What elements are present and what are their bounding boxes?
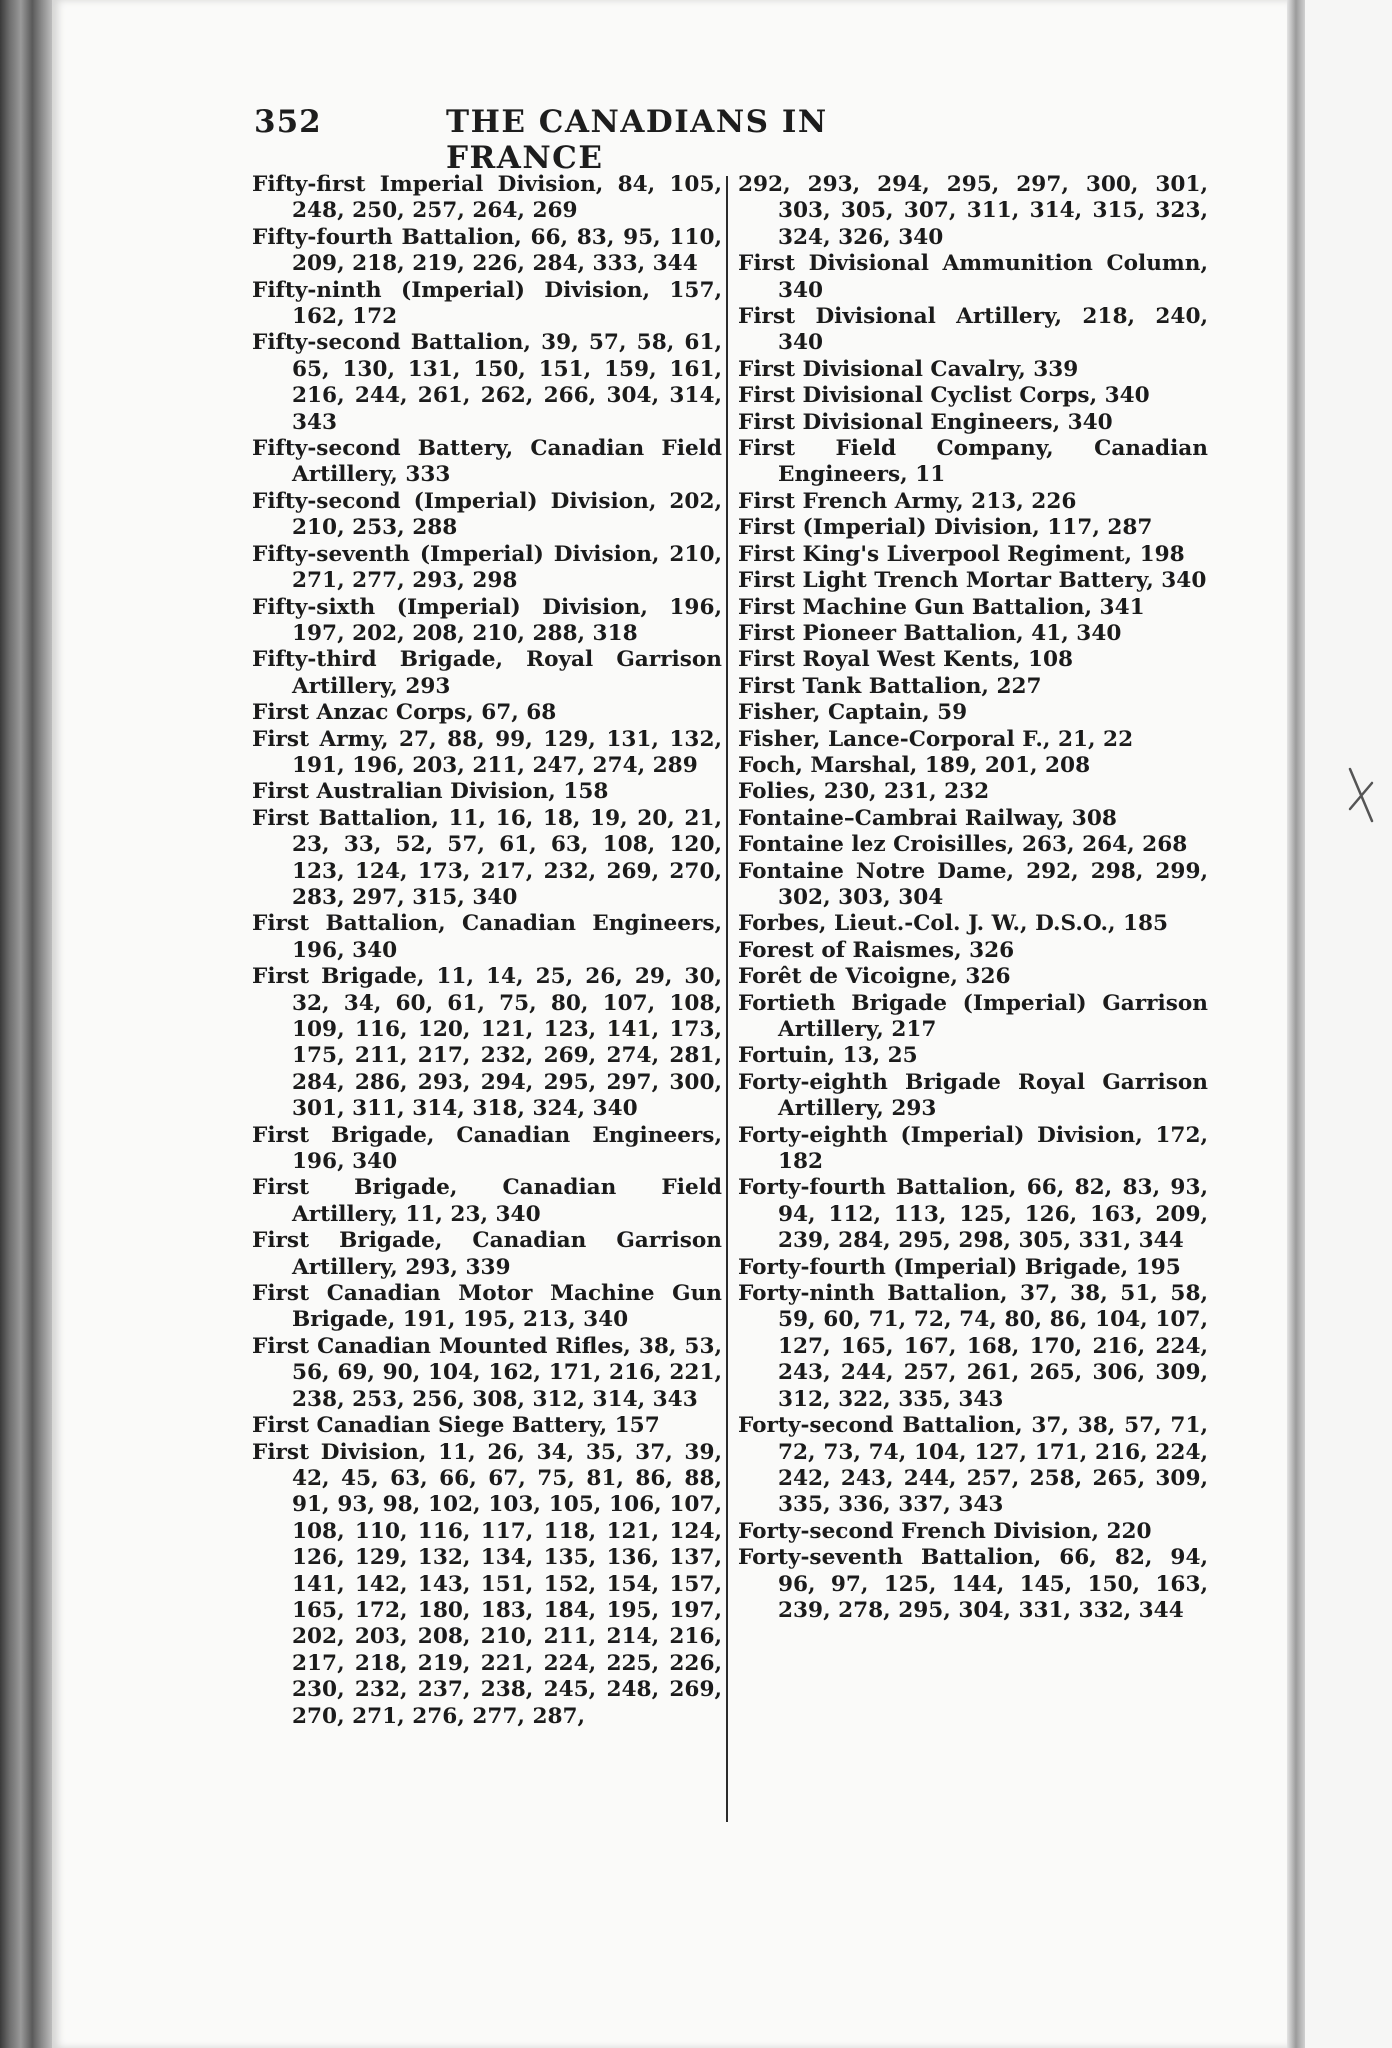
index-entry: First Brigade, 11, 14, 25, 26, 29, 30, 32, 34, 60, 61, 75, 80, 107, 108, 109, 116, 120, 121, 123, 141, 173, 175, 211, 217, 232, 269, 274, 281, 284, 286, 293, 294, 295, 297, 300, 301, 311, 314, 318, 324, 340 (252, 964, 722, 1122)
index-entry: Forty-second French Division, 220 (738, 1518, 1152, 1544)
index-entry: Fontaine–Cambrai Railway, 308 (738, 805, 1117, 831)
index-entry: First Divisional Engineers, 340 (738, 409, 1113, 435)
index-entry: First Anzac Corps, 67, 68 (252, 700, 557, 726)
index-entry: Fifty-sixth (Imperial) Division, 196, 197, 202, 208, 210, 288, 318 (252, 594, 722, 646)
index-entry: Fontaine lez Croisilles, 263, 264, 268 (738, 832, 1188, 858)
column-divider (726, 176, 728, 1822)
index-entry: First Brigade, Canadian Field Artillery, 11, 23, 340 (252, 1175, 722, 1227)
index-entry: First Divisional Artillery, 218, 240, 340 (738, 304, 1208, 356)
index-entry: Forty-fourth Battalion, 66, 82, 83, 93, 94, 112, 113, 125, 126, 163, 209, 239, 284, 295, 298, 305, 331, 344 (738, 1175, 1208, 1254)
book-spine (0, 0, 52, 2048)
page-gutter (1287, 0, 1305, 2048)
index-entry: First (Imperial) Division, 117, 287 (738, 515, 1153, 541)
index-entry: First Australian Division, 158 (252, 779, 609, 805)
index-entry: First Light Trench Mortar Battery, 340 (738, 568, 1207, 594)
page-header (254, 104, 994, 176)
index-entry: Foch, Marshal, 189, 201, 208 (738, 752, 1091, 778)
index-entry: First Battalion, Canadian Engineers, 196, 340 (252, 911, 722, 963)
index-entry: First Canadian Motor Machine Gun Brigade, 191, 195, 213, 340 (252, 1281, 722, 1333)
index-entry: First Machine Gun Battalion, 341 (738, 594, 1145, 620)
index-entry: First King's Liverpool Regiment, 198 (738, 541, 1185, 567)
index-entry: First Army, 27, 88, 99, 129, 131, 132, 191, 196, 203, 211, 247, 274, 289 (252, 726, 722, 778)
index-entry: Forest of Raismes, 326 (738, 937, 1015, 963)
index-entry: Fifty-first Imperial Division, 84, 105, 248, 250, 257, 264, 269 (252, 172, 722, 224)
index-entry: Folies, 230, 231, 232 (738, 779, 990, 805)
index-entry: First Division, 11, 26, 34, 35, 37, 39, 42, 45, 63, 66, 67, 75, 81, 86, 88, 91, 93, 98, 102, 103, 105, 106, 107, 108, 110, 116, 117, 118, 121, 124, 126, 129, 132, 134, 135, 136, 137, 141, 142, 143, 151, 152, 154, 157, 165, 172, 180, 183, 184, 195, 197, 202, 203, 208, 210, 211, 214, 216, 217, 218, 219, 221, 224, 225, 226, 230, 232, 237, 238, 245, 248, 269, 270, 271, 276, 277, 287, (252, 1439, 722, 1729)
index-entry: First Divisional Ammunition Column, 340 (738, 251, 1208, 303)
index-entry: Fifty-seventh (Imperial) Division, 210, 271, 277, 293, 298 (252, 541, 722, 594)
index-entry: First Field Company, Canadian Engineers, 11 (738, 436, 1208, 488)
index-column-left (252, 172, 722, 1730)
index-entry: Fisher, Lance-Corporal F., 21, 22 (738, 726, 1134, 752)
index-entry: Fifty-fourth Battalion, 66, 83, 95, 110, 209, 218, 219, 226, 284, 333, 344 (252, 224, 722, 277)
index-entry: Fifty-second Battalion, 39, 57, 58, 61, 65, 130, 131, 150, 151, 159, 161, 216, 244, 261, 262, 266, 304, 314, 343 (252, 330, 722, 435)
adjacent-page-edge (1305, 0, 1392, 2048)
index-entry: First Canadian Siege Battery, 157 (252, 1413, 660, 1439)
index-entry: Fisher, Captain, 59 (738, 700, 968, 726)
index-entry: Fontaine Notre Dame, 292, 298, 299, 302, 303, 304 (738, 858, 1208, 910)
index-entry: First Canadian Mounted Rifles, 38, 53, 56, 69, 90, 104, 162, 171, 216, 221, 238, 253, 256, 308, 312, 314, 343 (252, 1333, 722, 1412)
index-entry: Fortieth Brigade (Imperial) Garrison Artillery, 217 (738, 990, 1208, 1042)
index-entry: First Tank Battalion, 227 (738, 673, 1042, 699)
index-entry: Forty-eighth (Imperial) Division, 172, 182 (738, 1122, 1208, 1175)
index-entry-continuation: 292, 293, 294, 295, 297, 300, 301, 303, 305, 307, 311, 314, 315, 323, 324, 326, 340 (738, 172, 1208, 250)
index-entry: First Battalion, 11, 16, 18, 19, 20, 21, 23, 33, 52, 57, 61, 63, 108, 120, 123, 124, 173, 217, 232, 269, 270, 283, 297, 315, 340 (252, 805, 722, 910)
index-entry: Fifty-second (Imperial) Division, 202, 210, 253, 288 (252, 488, 722, 541)
index-entry: First French Army, 213, 226 (738, 488, 1077, 514)
page-number: 352 (254, 104, 322, 140)
index-column-right (738, 172, 1208, 1624)
index-entry: Forty-fourth (Imperial) Brigade, 195 (738, 1254, 1181, 1280)
running-title: THE CANADIANS IN FRANCE (446, 104, 828, 176)
index-entry: Forty-second Battalion, 37, 38, 57, 71, 72, 73, 74, 104, 127, 171, 216, 224, 242, 243, 244, 257, 258, 265, 309, 335, 336, 337, 343 (738, 1413, 1208, 1518)
index-entry: Fifty-third Brigade, Royal Garrison Artillery, 293 (252, 647, 722, 699)
index-entry: First Divisional Cavalry, 339 (738, 356, 1079, 382)
index-entry: Forêt de Vicoigne, 326 (738, 964, 1011, 990)
index-entry: First Divisional Cyclist Corps, 340 (738, 383, 1150, 409)
index-entry: Fifty-ninth (Imperial) Division, 157, 162, 172 (252, 277, 722, 330)
pencil-mark (1346, 765, 1376, 825)
index-entry: First Brigade, Canadian Engineers, 196, 340 (252, 1122, 722, 1175)
index-entry: Forty-seventh Battalion, 66, 82, 94, 96, 97, 125, 144, 145, 150, 163, 239, 278, 295, 304, 331, 332, 344 (738, 1545, 1208, 1623)
index-entry: Forty-ninth Battalion, 37, 38, 51, 58, 59, 60, 71, 72, 74, 80, 86, 104, 107, 127, 165, 167, 168, 170, 216, 224, 243, 244, 257, 261, 265, 306, 309, 312, 322, 335, 343 (738, 1281, 1208, 1412)
index-entry: First Pioneer Battalion, 41, 340 (738, 620, 1122, 646)
index-entry: Forty-eighth Brigade Royal Garrison Artillery, 293 (738, 1069, 1208, 1122)
index-entry: Fortuin, 13, 25 (738, 1043, 918, 1069)
index-entry: Fifty-second Battery, Canadian Field Artillery, 333 (252, 436, 722, 488)
index-entry: Forbes, Lieut.-Col. J. W., D.S.O., 185 (738, 911, 1169, 937)
index-entry: First Royal West Kents, 108 (738, 647, 1074, 673)
index-entry: First Brigade, Canadian Garrison Artillery, 293, 339 (252, 1228, 722, 1280)
